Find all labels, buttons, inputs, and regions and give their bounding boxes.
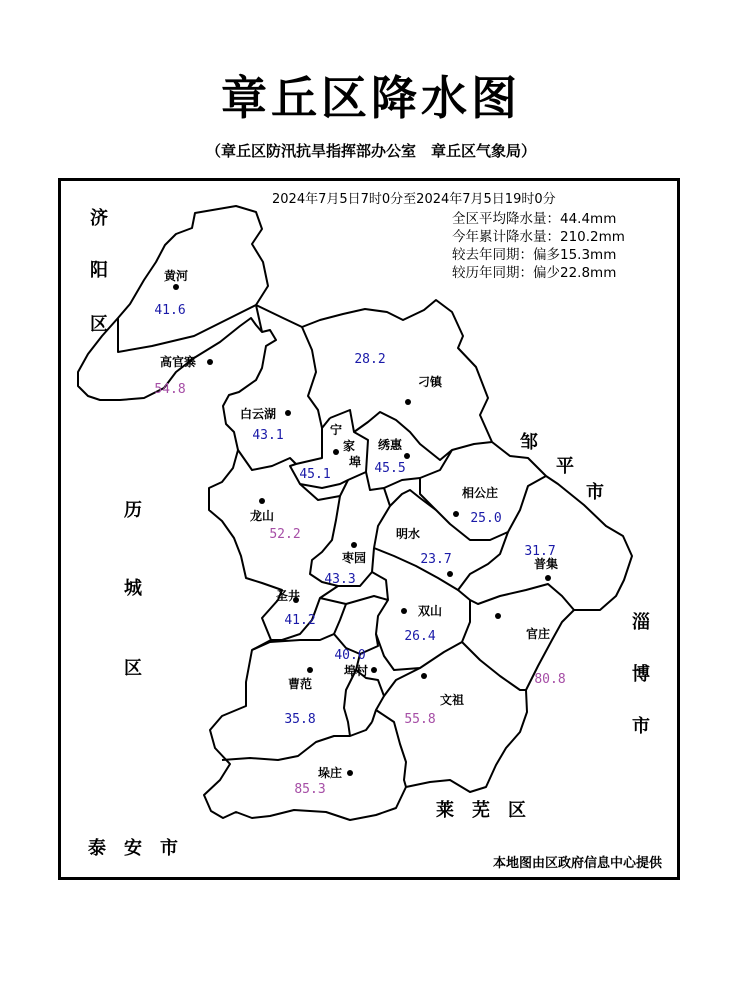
station-dot — [285, 410, 291, 416]
neighbor-jiyang-1: 济 — [90, 208, 108, 229]
neighbor-zibo-1: 淄 — [632, 612, 650, 633]
station-value: 31.7 — [524, 544, 556, 559]
station-name: 官庄 — [525, 627, 551, 641]
rainfall-stats — [452, 210, 625, 282]
station-name-part: 宁 — [329, 423, 343, 437]
station-name: 明水 — [395, 527, 421, 541]
station-dot — [545, 575, 551, 581]
station-name: 普集 — [533, 557, 559, 571]
station-value: 41.6 — [154, 303, 186, 318]
stat-vs-normal: 较历年同期：偏少22.8mm — [452, 265, 617, 281]
station-name: 埠村 — [343, 664, 369, 678]
station-value: 35.8 — [284, 712, 316, 727]
station-dot — [207, 359, 213, 365]
map-subtitle: （章丘区防汛抗旱指挥部办公室 章丘区气象局） — [205, 142, 536, 160]
station-name: 白云湖 — [239, 407, 277, 421]
station-value: 25.0 — [470, 511, 502, 526]
station-name: 龙山 — [249, 509, 275, 523]
station-value: 26.4 — [404, 629, 436, 644]
neighbor-jiyang-2: 阳 — [90, 260, 108, 281]
station-value: 40.0 — [334, 648, 366, 663]
station-name-part: 家 — [342, 439, 356, 453]
station-dot — [401, 608, 407, 614]
station-dot — [347, 770, 353, 776]
station-name: 圣井 — [275, 589, 301, 603]
station-name: 枣园 — [341, 551, 367, 565]
district-outline — [78, 206, 632, 820]
station-dot — [173, 284, 179, 290]
station-dot — [371, 667, 377, 673]
station-name: 刁镇 — [417, 375, 443, 389]
station-value: 43.3 — [324, 572, 356, 587]
neighbor-licheng-1: 历 — [124, 500, 142, 521]
neighbor-zouping-2: 平 — [556, 456, 574, 477]
map-credit: 本地图由区政府信息中心提供 — [492, 856, 662, 871]
neighbor-zouping-1: 邹 — [520, 432, 538, 453]
stat-cumulative: 今年累计降水量：210.2mm — [452, 229, 625, 245]
station-dot — [453, 511, 459, 517]
station-name: 黄河 — [163, 269, 189, 283]
station-value: 80.8 — [534, 672, 566, 687]
station-dot — [447, 571, 453, 577]
station-value: 85.3 — [294, 782, 326, 797]
neighbor-zibo-2: 博 — [632, 664, 650, 685]
neighbor-licheng-2: 城 — [124, 578, 142, 599]
station-value: 41.2 — [284, 613, 316, 628]
station-value: 52.2 — [269, 527, 301, 542]
district-boundaries — [78, 206, 632, 820]
station-dot — [404, 453, 410, 459]
neighbor-zouping-3: 市 — [586, 482, 604, 503]
station-dot — [307, 667, 313, 673]
station-value: 45.1 — [299, 467, 331, 482]
station-dot — [495, 613, 501, 619]
station-value: 23.7 — [420, 552, 452, 567]
station-name: 双山 — [417, 604, 443, 618]
neighbor-taian: 泰 安 市 — [88, 838, 178, 859]
station-value: 45.5 — [374, 461, 406, 476]
station-labels — [154, 268, 565, 797]
station-name: 垛庄 — [317, 766, 343, 780]
time-period: 2024年7月5日7时0分至2024年7月5日19时0分 — [272, 192, 556, 207]
stat-vs-last-year: 较去年同期：偏多15.3mm — [452, 247, 617, 263]
station-dot — [259, 498, 265, 504]
station-dot — [333, 449, 339, 455]
map-title: 章丘区降水图 — [221, 71, 521, 125]
station-name: 曹范 — [287, 677, 313, 691]
neighbor-jiyang-3: 区 — [90, 314, 108, 335]
station-name: 绣惠 — [377, 438, 403, 452]
station-name-part: 埠 — [348, 455, 362, 469]
neighbor-licheng-3: 区 — [124, 658, 142, 679]
station-name: 高官寨 — [159, 355, 197, 369]
station-name: 相公庄 — [461, 486, 499, 500]
neighbor-laiwu: 莱 芜 区 — [436, 800, 526, 821]
station-dot — [405, 399, 411, 405]
station-name: 文祖 — [439, 693, 465, 707]
station-dot — [421, 673, 427, 679]
station-value: 54.8 — [154, 382, 186, 397]
station-value: 28.2 — [354, 352, 386, 367]
stat-average: 全区平均降水量：44.4mm — [452, 211, 617, 227]
neighbor-zibo-3: 市 — [632, 716, 650, 737]
station-dot — [351, 542, 357, 548]
station-value: 43.1 — [252, 428, 284, 443]
station-value: 55.8 — [404, 712, 436, 727]
